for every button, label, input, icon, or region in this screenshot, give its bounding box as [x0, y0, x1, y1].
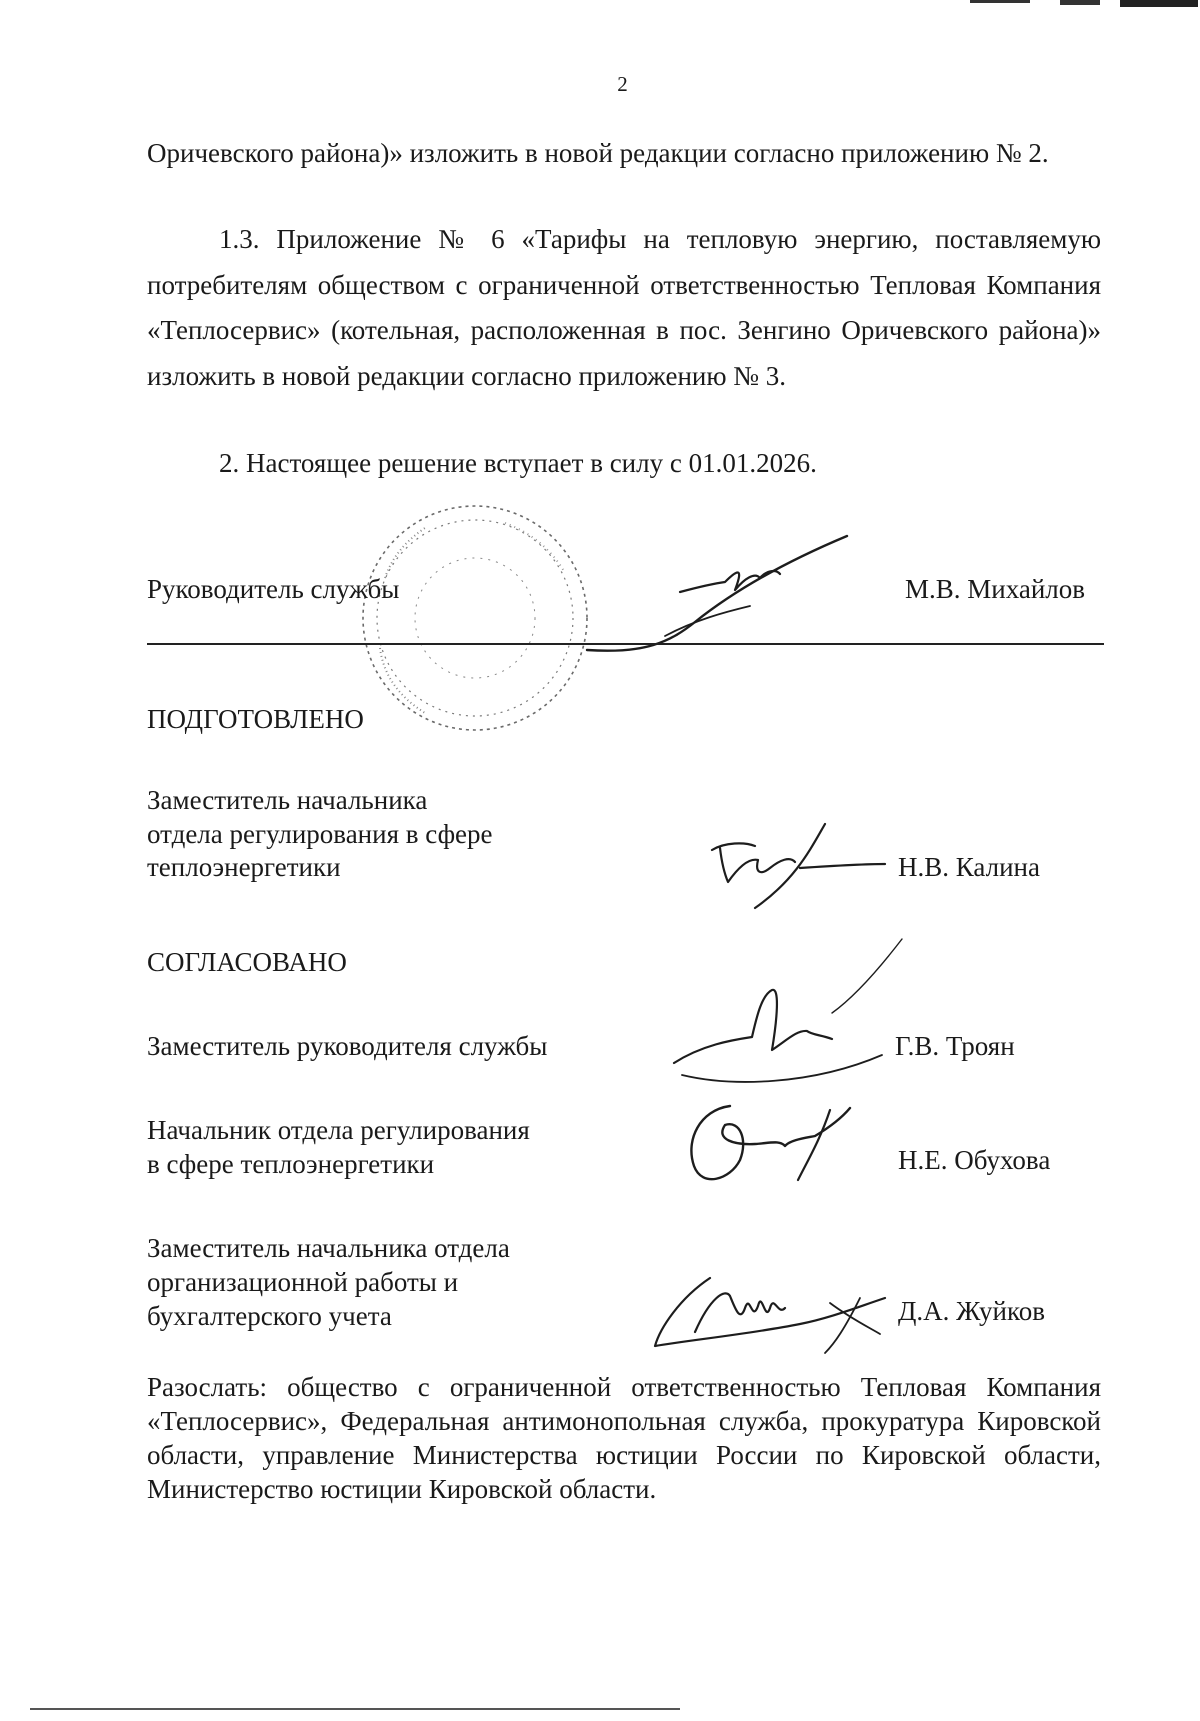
- head-name: М.В. Михайлов: [905, 574, 1086, 604]
- prepared-position-line-2: отдела регулирования в сфере: [147, 819, 493, 849]
- approver-2-position-line-1: Начальник отдела регулирования: [147, 1115, 530, 1145]
- paragraph-item-1-3: 1.3. Приложение № 6 «Тарифы на тепловую энергию, поставляемую потребителям обществом с ограниченной ответственностью Тепловая Компания «Теплосервис» (котельная, расположенная в пос. Зенгино Оричевского района)» изложить в новой редакции согласно приложению № 3.: [147, 224, 1101, 391]
- approver-3-position-line-2: организационной работы и: [147, 1267, 459, 1297]
- prepared-position-line-1: Заместитель начальника: [147, 785, 428, 815]
- scan-artifact-top: [970, 0, 1200, 8]
- separator-line: [147, 643, 1104, 645]
- page-number: 2: [617, 72, 628, 96]
- approver-3-name: Д.А. Жуйков: [898, 1296, 1045, 1326]
- paragraph-continuation: Оричевского района)» изложить в новой редакции согласно приложению № 2.: [147, 138, 1049, 168]
- approver-1-position-line-1: Заместитель руководителя службы: [147, 1031, 548, 1061]
- prepared-signature: [700, 820, 890, 915]
- paragraph-item-2: 2. Настоящее решение вступает в силу с 01.01.2026.: [219, 448, 817, 478]
- approver-2-signature: [680, 1100, 860, 1190]
- scan-artifact-bottom: [30, 1708, 680, 1710]
- head-position-label: Руководитель службы: [147, 574, 400, 604]
- official-seal-stamp: [355, 498, 595, 738]
- approver-1-name: Г.В. Троян: [895, 1031, 1015, 1061]
- prepared-heading: ПОДГОТОВЛЕНО: [147, 704, 364, 734]
- approver-2-name: Н.Е. Обухова: [898, 1145, 1051, 1175]
- prepared-name: Н.В. Калина: [898, 852, 1040, 882]
- prepared-position-line-3: теплоэнергетики: [147, 852, 341, 882]
- approver-3-position-line-3: бухгалтерского учета: [147, 1301, 392, 1331]
- approver-3-signature: [650, 1268, 900, 1358]
- approver-3-position-line-1: Заместитель начальника отдела: [147, 1233, 510, 1263]
- distribution-list: Разослать: общество с ограниченной ответственностью Тепловая Компания «Теплосервис», Федеральная антимонопольная служба, прокуратура Кировской области, управление Министерства юстиции России по Кировской области, Министерство юстиции Кировской области.: [147, 1372, 1101, 1504]
- approver-1-signature: [672, 935, 912, 1095]
- approver-2-position-line-2: в сфере теплоэнергетики: [147, 1149, 435, 1179]
- approved-heading: СОГЛАСОВАНО: [147, 947, 347, 977]
